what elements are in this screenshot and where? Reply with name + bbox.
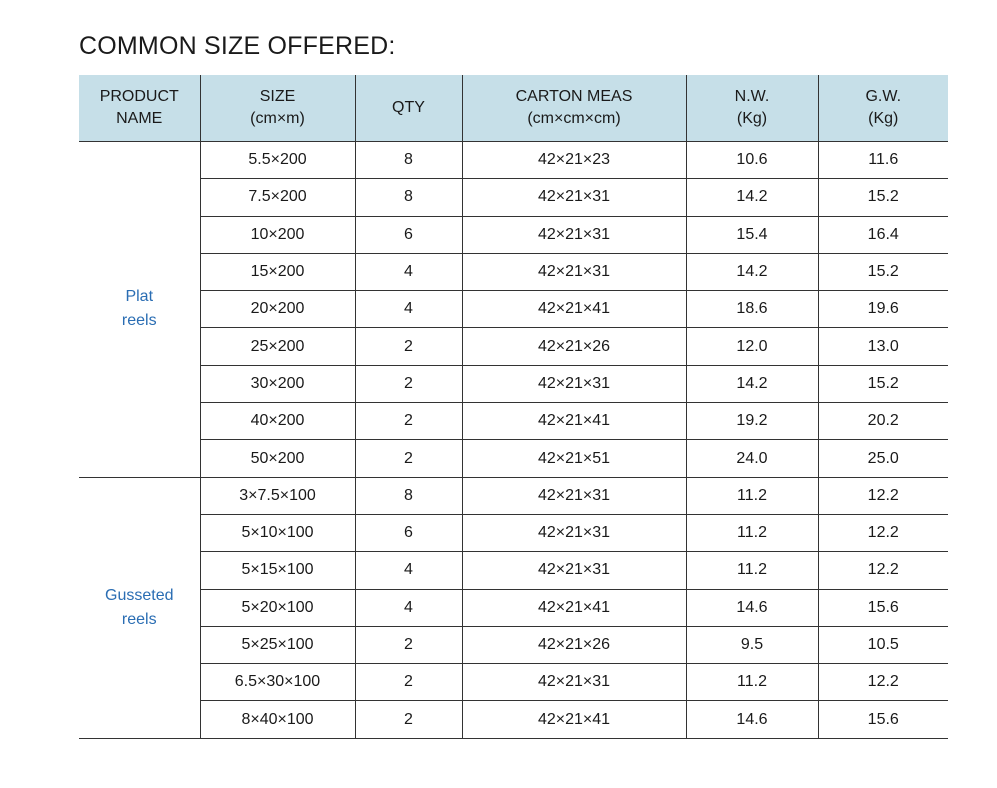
gw-cell: 11.6 (818, 142, 948, 179)
nw-cell: 14.6 (686, 701, 818, 738)
carton-meas-cell: 42×21×41 (462, 701, 686, 738)
gw-cell: 15.2 (818, 253, 948, 290)
carton-meas-cell: 42×21×26 (462, 328, 686, 365)
qty-cell: 6 (355, 216, 462, 253)
table-row (79, 179, 948, 216)
size-cell: 25×200 (200, 328, 355, 365)
nw-cell: 14.6 (686, 589, 818, 626)
size-cell: 6.5×30×100 (200, 664, 355, 701)
carton-meas-cell: 42×21×31 (462, 477, 686, 514)
table-row (79, 626, 948, 663)
table-row (79, 552, 948, 589)
nw-cell: 18.6 (686, 291, 818, 328)
gw-cell: 25.0 (818, 440, 948, 477)
table-row (79, 589, 948, 626)
gw-cell: 20.2 (818, 403, 948, 440)
header-carton-meas: CARTON MEAS (cm×cm×cm) (462, 75, 686, 142)
gw-cell: 15.6 (818, 589, 948, 626)
carton-meas-cell: 42×21×26 (462, 626, 686, 663)
qty-cell: 8 (355, 142, 462, 179)
size-cell: 40×200 (200, 403, 355, 440)
table-row (79, 440, 948, 477)
qty-cell: 8 (355, 179, 462, 216)
carton-meas-cell: 42×21×41 (462, 589, 686, 626)
header-product-name: PRODUCT NAME (79, 75, 200, 142)
size-cell: 10×200 (200, 216, 355, 253)
table-row (79, 701, 948, 738)
qty-cell: 2 (355, 626, 462, 663)
nw-cell: 11.2 (686, 477, 818, 514)
size-table (79, 75, 948, 739)
gw-cell: 15.2 (818, 179, 948, 216)
table-row (79, 142, 948, 179)
carton-meas-cell: 42×21×41 (462, 291, 686, 328)
nw-cell: 14.2 (686, 179, 818, 216)
header-size: SIZE (cm×m) (200, 75, 355, 142)
page-title: COMMON SIZE OFFERED: (79, 32, 396, 60)
table-row (79, 514, 948, 551)
size-cell: 50×200 (200, 440, 355, 477)
qty-cell: 4 (355, 253, 462, 290)
carton-meas-cell: 42×21×31 (462, 514, 686, 551)
nw-cell: 14.2 (686, 253, 818, 290)
size-cell: 20×200 (200, 291, 355, 328)
carton-meas-cell: 42×21×31 (462, 365, 686, 402)
carton-meas-cell: 42×21×31 (462, 552, 686, 589)
size-cell: 3×7.5×100 (200, 477, 355, 514)
qty-cell: 2 (355, 440, 462, 477)
nw-cell: 11.2 (686, 514, 818, 551)
header-qty: QTY (355, 75, 462, 142)
gw-cell: 19.6 (818, 291, 948, 328)
carton-meas-cell: 42×21×31 (462, 253, 686, 290)
gw-cell: 12.2 (818, 514, 948, 551)
table-header (79, 75, 948, 142)
table-row (79, 403, 948, 440)
carton-meas-cell: 42×21×51 (462, 440, 686, 477)
carton-meas-cell: 42×21×41 (462, 403, 686, 440)
carton-meas-cell: 42×21×31 (462, 664, 686, 701)
nw-cell: 15.4 (686, 216, 818, 253)
qty-cell: 8 (355, 477, 462, 514)
nw-cell: 24.0 (686, 440, 818, 477)
size-cell: 8×40×100 (200, 701, 355, 738)
size-cell: 5×25×100 (200, 626, 355, 663)
carton-meas-cell: 42×21×31 (462, 179, 686, 216)
gw-cell: 16.4 (818, 216, 948, 253)
nw-cell: 9.5 (686, 626, 818, 663)
size-cell: 5×20×100 (200, 589, 355, 626)
size-cell: 15×200 (200, 253, 355, 290)
nw-cell: 12.0 (686, 328, 818, 365)
size-cell: 30×200 (200, 365, 355, 402)
qty-cell: 4 (355, 291, 462, 328)
qty-cell: 2 (355, 365, 462, 402)
table-row (79, 664, 948, 701)
size-cell: 5.5×200 (200, 142, 355, 179)
gw-cell: 12.2 (818, 552, 948, 589)
nw-cell: 19.2 (686, 403, 818, 440)
gw-cell: 10.5 (818, 626, 948, 663)
qty-cell: 4 (355, 589, 462, 626)
carton-meas-cell: 42×21×23 (462, 142, 686, 179)
qty-cell: 2 (355, 328, 462, 365)
qty-cell: 6 (355, 514, 462, 551)
gw-cell: 15.6 (818, 701, 948, 738)
size-cell: 5×15×100 (200, 552, 355, 589)
nw-cell: 11.2 (686, 552, 818, 589)
product-name-cell: Gusseted reels (79, 477, 200, 738)
table-body (79, 142, 948, 739)
table-row (79, 477, 948, 514)
header-row (79, 75, 948, 142)
gw-cell: 15.2 (818, 365, 948, 402)
table-row (79, 253, 948, 290)
table-row (79, 216, 948, 253)
size-cell: 7.5×200 (200, 179, 355, 216)
nw-cell: 11.2 (686, 664, 818, 701)
size-cell: 5×10×100 (200, 514, 355, 551)
qty-cell: 2 (355, 701, 462, 738)
table-row (79, 291, 948, 328)
nw-cell: 10.6 (686, 142, 818, 179)
gw-cell: 12.2 (818, 664, 948, 701)
product-name-cell: Plat reels (79, 142, 200, 478)
qty-cell: 2 (355, 664, 462, 701)
nw-cell: 14.2 (686, 365, 818, 402)
qty-cell: 2 (355, 403, 462, 440)
header-nw: N.W. (Kg) (686, 75, 818, 142)
carton-meas-cell: 42×21×31 (462, 216, 686, 253)
table-row (79, 365, 948, 402)
table-row (79, 328, 948, 365)
gw-cell: 12.2 (818, 477, 948, 514)
gw-cell: 13.0 (818, 328, 948, 365)
header-gw: G.W. (Kg) (818, 75, 948, 142)
qty-cell: 4 (355, 552, 462, 589)
